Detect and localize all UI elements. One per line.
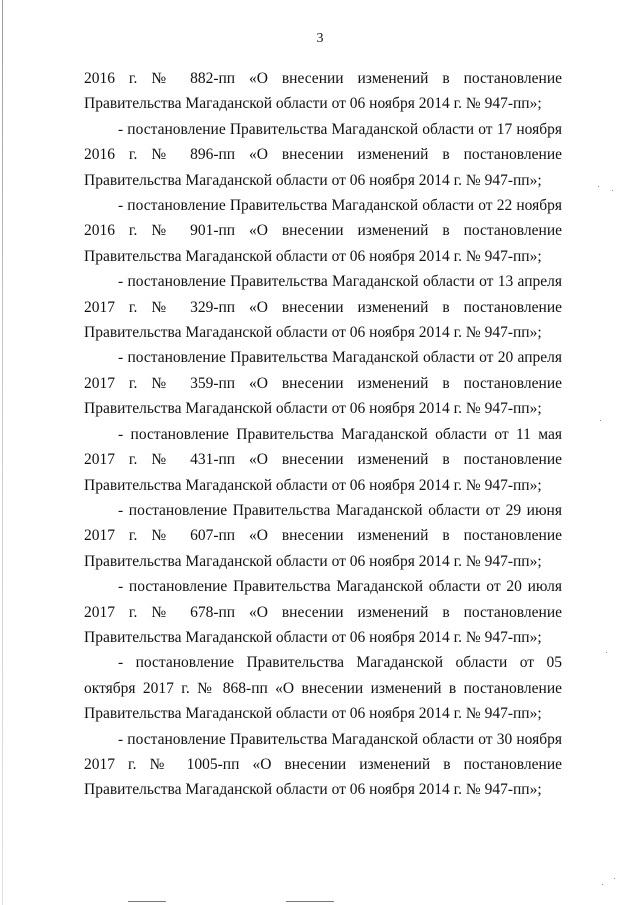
list-item-resolution-431: - постановление Правительства Магаданской области от 11 мая 2017 г. № 431-пп «О внесении изменений в постановление Правительства Магаданской области от 06 ноября 2014 г. № 947-пп»; [84,425,562,494]
document-body [84,66,562,803]
list-item-resolution-607: - постановление Правительства Магаданской области от 29 июня 2017 г. № 607-пп «О внесении изменений в постановление Правительства Магаданской области от 06 ноября 2014 г. № 947-пп»; [84,501,562,570]
scan-speck [598,186,599,187]
scan-speck [606,652,607,653]
scan-speck [612,190,613,191]
scan-speck [600,420,601,421]
paragraph-continuation: 2016 г. № 882-пп «О внесении изменений в постановление Правительства Магаданской области от 06 ноября 2014 г. № 947-пп»; [84,70,562,113]
list-item-resolution-678: - постановление Правительства Магаданской области от 20 июля 2017 г. № 678-пп «О внесении изменений в постановление Правительства Магаданской области от 06 ноября 2014 г. № 947-пп»; [84,578,562,646]
scan-bottom-mark [128,901,166,902]
list-item-resolution-868: - постановление Правительства Магаданской области от 05 октября 2017 г. № 868-пп «О внесении изменений в постановление Правительства Магаданской области от 06 ноября 2014 г. № 947-пп»; [84,654,562,723]
scan-edge-left [2,0,3,905]
list-item-resolution-329: - постановление Правительства Магаданской области от 13 апреля 2017 г. № 329-пп «О внесении изменений в постановление Правительства Магаданской области от 06 ноября 2014 г. № 947-пп»; [84,273,562,342]
page-number: 3 [316,31,324,46]
scan-speck [602,884,603,885]
list-item-resolution-359: - постановление Правительства Магаданской области от 20 апреля 2017 г. № 359-пп «О внесении изменений в постановление Правительства Магаданской области от 06 ноября 2014 г. № 947-пп»; [84,349,562,418]
list-item-resolution-896: - постановление Правительства Магаданской области от 17 ноября 2016 г. № 896-пп «О внесении изменений в постановление Правительства Магаданской области от 06 ноября 2014 г. № 947-пп»; [84,120,562,189]
scan-bottom-mark [286,901,334,902]
scan-speck [614,878,615,879]
list-item-resolution-1005: - постановление Правительства Магаданской области от 30 ноября 2017 г. № 1005-пп «О внесении изменений в постановление Правительства Магаданской области от 06 ноября 2014 г. № 947-пп»; [84,730,562,799]
list-item-resolution-901: - постановление Правительства Магаданской области от 22 ноября 2016 г. № 901-пп «О внесении изменений в постановление Правительства Магаданской области от 06 ноября 2014 г. № 947-пп»; [84,197,562,265]
